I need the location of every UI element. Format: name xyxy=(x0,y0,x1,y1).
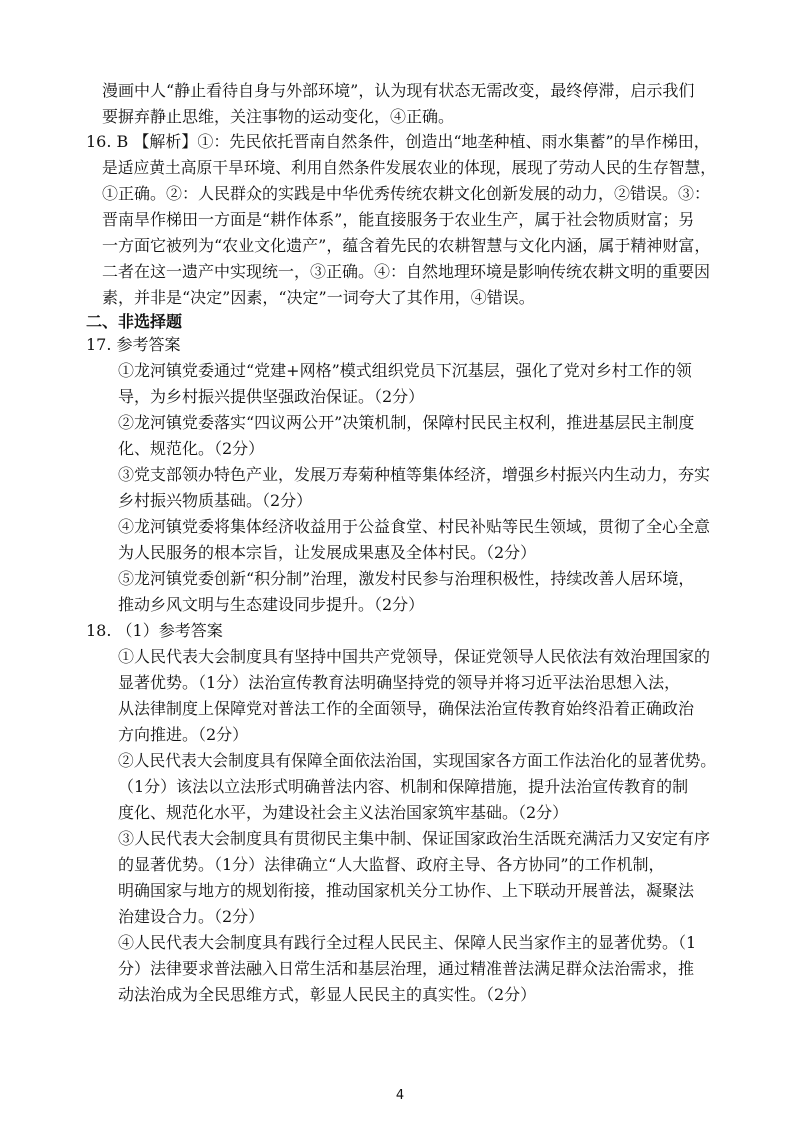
q17-item-2b: 化、规范化。（2分） xyxy=(118,439,265,458)
q17-item-3a: ③党支部领办特色产业，发展万寿菊种植等集体经济，增强乡村振兴内生动力，夯实 xyxy=(118,465,711,484)
q17-item-1a: ①龙河镇党委通过“党建+网格”模式组织党员下沉基层，强化了党对乡村工作的领 xyxy=(118,361,692,380)
q18-item-3a: ③人民代表大会制度具有贯彻民主集中制、保证国家政治生活既充满活力又安定有序 xyxy=(118,829,711,848)
q18-heading: 18. （1）参考答案 xyxy=(86,621,223,640)
text-line-1: 漫画中人“静止看待自身与外部环境”，认为现有状态无需改变，最终停滞，启示我们 xyxy=(102,81,695,100)
q18-item-2c: 度化、规范化水平，为建设社会主义法治国家筑牢基础。（2分） xyxy=(118,803,569,822)
page-number: 4 xyxy=(395,1088,405,1103)
q16-line-5: 一方面它被列为“农业文化遗产”，蕴含着先民的农耕智慧与文化内涵，属于精神财富， xyxy=(102,236,711,255)
q17-item-5a: ⑤龙河镇党委创新“积分制”治理，激发村民参与治理积极性，持续改善人居环境， xyxy=(118,569,695,588)
q17-item-4a: ④龙河镇党委将集体经济收益用于公益食堂、村民补贴等民生领域，贯彻了全心全意 xyxy=(118,517,711,536)
q18-item-3c: 明确国家与地方的规划衔接，推动国家机关分工协作、上下联动开展普法，凝聚法 xyxy=(118,881,695,900)
q18-item-3b: 的显著优势。（1分）法律确立“人大监督、政府主导、各方协同”的工作机制， xyxy=(118,855,665,874)
q18-item-2b: （1分）该法以立法形式明确普法内容、机制和保障措施，提升法治宣传教育的制 xyxy=(118,777,689,796)
q18-item-1d: 方向推进。（2分） xyxy=(118,725,249,744)
q18-item-1c: 从法律制度上保障党对普法工作的全面领导，确保法治宣传教育始终沿着正确政治 xyxy=(118,699,695,718)
q16-line-4: 晋南旱作梯田一方面是“耕作体系”，能直接服务于农业生产，属于社会物质财富；另 xyxy=(102,210,695,229)
text-line-2: 要摒弃静止思维，关注事物的运动变化，④正确。 xyxy=(102,107,455,126)
q18-item-2a: ②人民代表大会制度具有保障全面依法治国，实现国家各方面工作法治化的显著优势。 xyxy=(118,751,717,770)
q17-item-3b: 乡村振兴物质基础。（2分） xyxy=(118,491,313,510)
q18-item-4b: 分）法律要求普法融入日常生活和基层治理，通过精准普法满足群众法治需求，推 xyxy=(118,959,695,978)
q18-item-4a: ④人民代表大会制度具有践行全过程人民民主、保障人民当家作主的显著优势。（1 xyxy=(118,933,697,952)
q16-line-7: 素，并非是“决定”因素，“决定”一词夸大了其作用，④错误。 xyxy=(102,288,535,307)
q18-item-1b: 显著优势。（1分）法治宣传教育法明确坚持党的领导并将习近平法治思想入法， xyxy=(118,673,681,692)
q16-line-2: 是适应黄土高原干旱环境、利用自然条件发展农业的体现，展现了劳动人民的生存智慧， xyxy=(102,158,717,177)
q16-line-3: ①正确。②：人民群众的实践是中华优秀传统农耕文化创新发展的动力，②错误。③： xyxy=(102,184,711,203)
q18-item-4c: 动法治成为全民思维方式，彰显人民民主的真实性。（2分） xyxy=(118,985,537,1004)
q17-heading: 17. 参考答案 xyxy=(86,335,181,354)
q17-item-4b: 为人民服务的根本宗旨，让发展成果惠及全体村民。（2分） xyxy=(118,543,537,562)
q16-line-6: 二者在这一遗产中实现统一，③正确。④：自然地理环境是影响传统农耕文明的重要因 xyxy=(102,262,711,281)
q16-line-1: 16. B 【解析】①：先民依托晋南自然条件，创造出“地垄种植、雨水集蓄”的旱作梯田， xyxy=(86,132,710,151)
q17-item-5b: 推动乡风文明与生态建设同步提升。（2分） xyxy=(118,595,425,614)
q18-item-3d: 治建设合力。（2分） xyxy=(118,907,265,926)
q17-item-2a: ②龙河镇党委落实“四议两公开”决策机制，保障村民民主权利，推进基层民主制度 xyxy=(118,413,695,432)
section-heading: 二、非选择题 xyxy=(86,312,183,331)
q18-item-1a: ①人民代表大会制度具有坚持中国共产党领导，保证党领导人民依法有效治理国家的 xyxy=(118,647,711,666)
q17-item-1b: 导，为乡村振兴提供坚强政治保证。（2分） xyxy=(118,387,425,406)
